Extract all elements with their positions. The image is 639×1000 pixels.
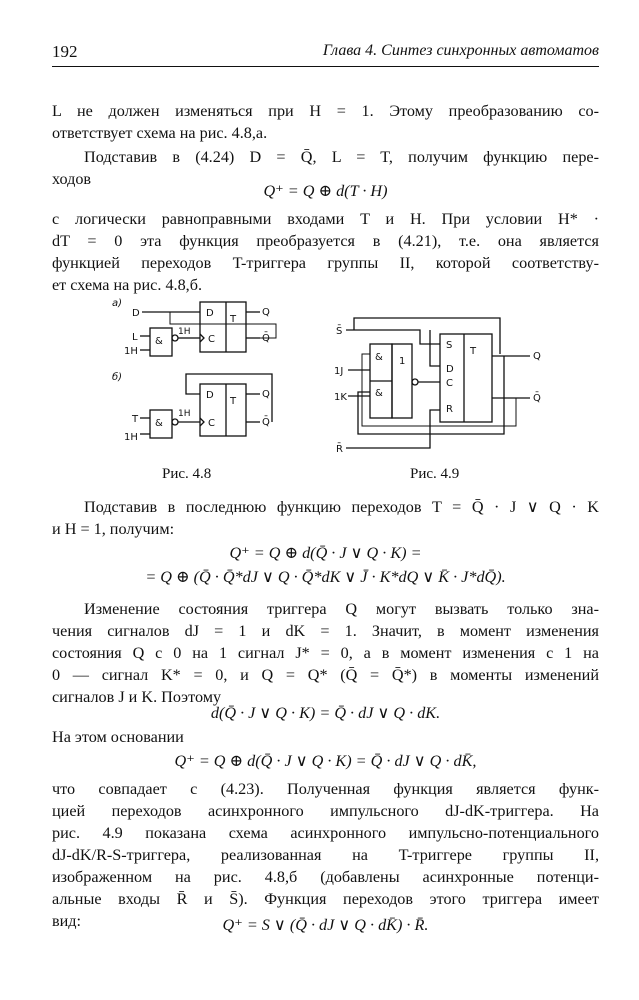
fig49-and-label-2: & — [375, 388, 383, 399]
text-line: изображенном на рис. 4.8,б (добавлены асинхронные потенци- — [52, 868, 599, 886]
fig49-box-s: S — [446, 340, 453, 351]
fig48-out-q-a: Q — [262, 307, 270, 318]
fig48-out-q-b: Q — [262, 389, 270, 400]
fig49-box-t: T — [470, 346, 477, 357]
fig48-box-c-b: C — [208, 418, 215, 429]
text-line: ответствует схема на рис. 4.8,а. — [52, 124, 268, 142]
text-line: ходов — [52, 170, 92, 188]
chapter-title: Глава 4. Синтез синхронных автоматов — [322, 42, 599, 59]
fig49-out-q: Q — [533, 351, 541, 362]
fig49-and-label-1: & — [375, 352, 383, 363]
text-line: сигналов J и K. Поэтому — [52, 688, 222, 706]
text-line: с логически равноправными входами T и H. При условии H* · — [52, 210, 599, 228]
fig49-box-c: C — [446, 378, 453, 389]
text-line: альные входы R̄ и S̄). Функция переходов этого триггера имеет — [52, 890, 599, 908]
text-line: На этом основании — [52, 728, 184, 746]
text-line: 0 — сигнал K* = 0, и Q = Q* (Q̄ = Q̄*) в моменты изменений — [52, 666, 599, 684]
fig48-input-d: D — [132, 308, 140, 319]
text-line: функцией переходов T-триггера группы II, которой соответству- — [52, 254, 599, 272]
fig48-signal-1h-b: 1H — [178, 409, 191, 419]
fig49-input-s: S̄ — [336, 326, 343, 337]
fig49-input-1k: 1K — [334, 392, 347, 403]
fig49-box-r: R — [446, 404, 453, 415]
fig48-input-t: T — [132, 414, 139, 425]
fig48-label-a: а) — [112, 298, 123, 309]
figure-4-8-caption: Рис. 4.8 — [162, 466, 212, 482]
figure-4-9-caption: Рис. 4.9 — [410, 466, 460, 482]
text-line: Подставив в последнюю функцию переходов T = Q̄ · J ∨ Q · K — [84, 498, 599, 516]
text-line: состояния Q с 0 на 1 сигнал J* = 0, а в момент изменения с 1 на — [52, 644, 599, 662]
text-line: dT = 0 эта функция преобразуется в (4.21), т.е. она является — [52, 232, 599, 250]
fig49-out-qbar: Q̄ — [533, 393, 541, 404]
figure-4-9 — [330, 314, 560, 460]
fig48-label-b: б) — [112, 372, 123, 383]
fig48-box-t-a: T — [230, 314, 237, 325]
page-number: 192 — [52, 42, 78, 61]
fig48-input-1h-b: 1H — [124, 432, 138, 443]
fig49-input-r: R̄ — [336, 444, 343, 455]
fig48-input-l: L — [132, 332, 138, 343]
figure-4-8 — [110, 296, 300, 456]
fig49-box-d: D — [446, 364, 454, 375]
text-line: цией переходов асинхронного импульсного dJ-dK-триггера. На — [52, 802, 599, 820]
running-header — [52, 38, 599, 67]
text-line: чения сигналов dJ = 1 и dK = 1. Значит, в момент изменения — [52, 622, 599, 640]
text-line: L не должен изменяться при H = 1. Этому преобразованию со- — [52, 102, 599, 120]
fig48-and-label-a: & — [155, 336, 163, 347]
fig48-signal-1h-a: 1H — [178, 327, 191, 337]
text-line: Изменение состояния триггера Q могут вызвать только зна- — [84, 600, 599, 618]
text-line: Подставив в (4.24) D = Q̄, L = T, получим функцию пере- — [84, 148, 599, 166]
fig48-box-d-a: D — [206, 308, 214, 319]
fig49-or-label: 1 — [399, 356, 406, 367]
fig48-box-c-a: C — [208, 334, 215, 345]
text-line: и H = 1, получим: — [52, 520, 175, 538]
fig48-out-qbar-a: Q̄ — [262, 333, 270, 344]
text-line: что совпадает с (4.23). Полученная функция является функ- — [52, 780, 599, 798]
equation: Q⁺ = S ∨ (Q̄ · dJ ∨ Q · dK̄) · R̄. — [222, 916, 429, 934]
text-line: dJ-dK/R-S-триггера, реализованная на T-триггере группы II, — [52, 846, 599, 864]
fig48-box-d-b: D — [206, 390, 214, 401]
fig49-input-1j: 1J — [334, 366, 344, 377]
equation: Q⁺ = Q ⊕ d(Q̄ · J ∨ Q · K) = Q̄ · dJ ∨ Q · dK̄, — [174, 752, 477, 770]
equation: = Q ⊕ (Q̄ · Q̄*dJ ∨ Q · Q̄*dK ∨ J̄ · K*dQ ∨ K̄ · J*dQ̄). — [145, 568, 506, 586]
text-line: вид: — [52, 912, 82, 930]
text-line: рис. 4.9 показана схема асинхронного импульсно-потенциального — [52, 824, 599, 842]
fig48-input-1h-a: 1H — [124, 346, 138, 357]
equation: d(Q̄ · J ∨ Q · K) = Q̄ · dJ ∨ Q · dK. — [210, 704, 441, 722]
equation: Q⁺ = Q ⊕ d(Q̄ · J ∨ Q · K) = — [229, 544, 422, 562]
text-line: ет схема на рис. 4.8,б. — [52, 276, 203, 294]
fig48-out-qbar-b: Q̄ — [262, 417, 270, 428]
equation: Q⁺ = Q ⊕ d(T · H) — [263, 182, 388, 200]
fig48-and-label-b: & — [155, 418, 163, 429]
fig48-box-t-b: T — [230, 396, 237, 407]
